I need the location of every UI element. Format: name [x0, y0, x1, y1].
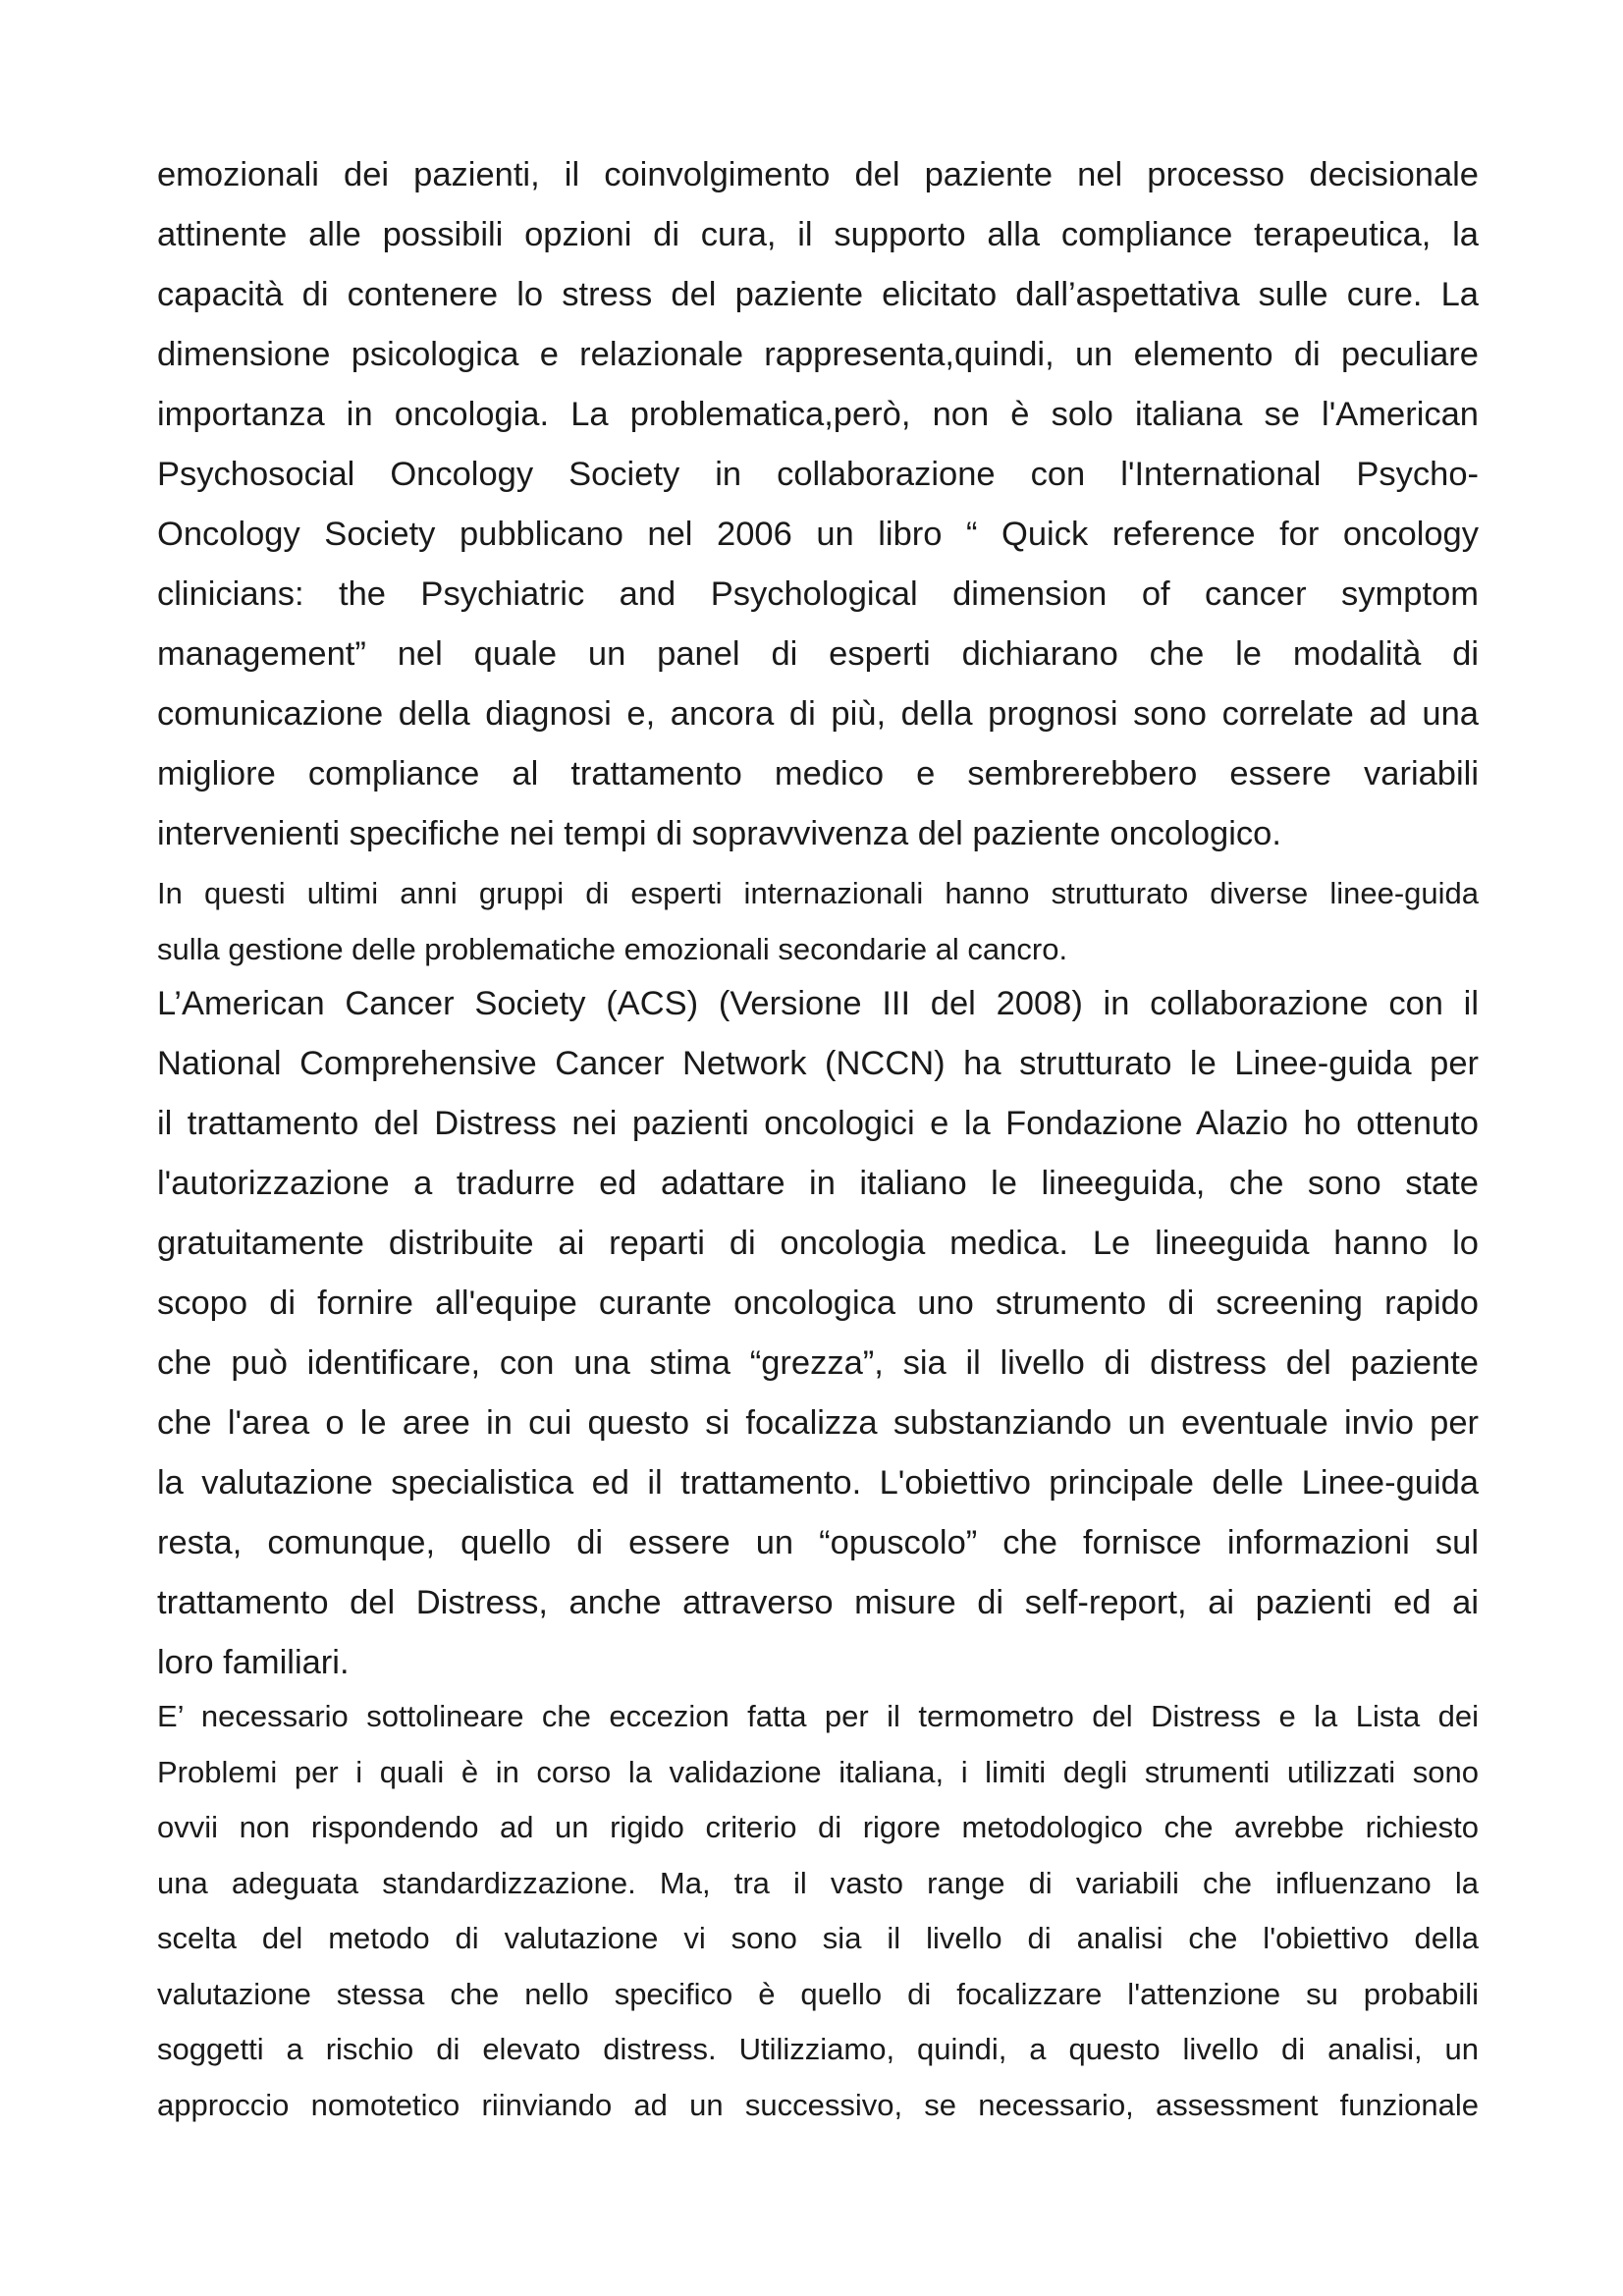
- text-line: In questi ultimi anni gruppi di esperti internazionali hanno strutturato diverse linee-guida: [157, 876, 1479, 910]
- text-line: approccio nomotetico riinviando ad un successivo, se necessario, assessment funzionale: [157, 2087, 1479, 2122]
- paragraph-3: [157, 974, 1479, 1693]
- text-line: ovvii non rispondendo ad un rigido criterio di rigore metodologico che avrebbe richiesto: [157, 1810, 1479, 1844]
- text-line: attinente alle possibili opzioni di cura, il supporto alla compliance terapeutica, la: [157, 216, 1479, 253]
- text-line: trattamento del Distress, anche attraverso misure di self-report, ai pazienti ed ai: [157, 1584, 1479, 1621]
- text-line: scopo di fornire all'equipe curante oncologica uno strumento di screening rapido: [157, 1285, 1479, 1322]
- text-line: scelta del metodo di valutazione vi sono sia il livello di analisi che l'obiettivo della: [157, 1921, 1479, 1955]
- text-line: la valutazione specialistica ed il trattamento. L'obiettivo principale delle Linee-guida: [157, 1464, 1479, 1502]
- text-line: resta, comunque, quello di essere un “opuscolo” che fornisce informazioni sul: [157, 1524, 1479, 1561]
- text-line: sulla gestione delle problematiche emozionali secondarie al cancro.: [157, 931, 1068, 966]
- text-line: clinicians: the Psychiatric and Psychological dimension of cancer symptom: [157, 575, 1479, 613]
- text-line: una adeguata standardizzazione. Ma, tra il vasto range di variabili che influenzano la: [157, 1865, 1479, 1900]
- text-line: management” nel quale un panel di esperti dichiarano che le modalità di: [157, 635, 1479, 673]
- text-line: che l'area o le aree in cui questo si focalizza substanziando un eventuale invio per: [157, 1404, 1479, 1442]
- text-line: il trattamento del Distress nei pazienti oncologici e la Fondazione Alazio ho ottenuto: [157, 1105, 1479, 1142]
- text-line: importanza in oncologia. La problematica,però, non è solo italiana se l'American: [157, 396, 1479, 433]
- paragraph-4: [157, 1689, 1479, 2133]
- text-line: capacità di contenere lo stress del paziente elicitato dall’aspettativa sulle cure. La: [157, 276, 1479, 313]
- text-line: Psychosocial Oncology Society in collaborazione con l'International Psycho-: [157, 456, 1479, 493]
- text-line: Oncology Society pubblicano nel 2006 un libro “ Quick reference for oncology: [157, 516, 1479, 553]
- text-line: L’American Cancer Society (ACS) (Versione III del 2008) in collaborazione con il: [157, 985, 1479, 1022]
- paragraph-2: [157, 866, 1479, 977]
- text-line: migliore compliance al trattamento medico e sembrerebbero essere variabili: [157, 755, 1479, 793]
- text-line: intervenienti specifiche nei tempi di sopravvivenza del paziente oncologico.: [157, 815, 1281, 852]
- text-line: comunicazione della diagnosi e, ancora di più, della prognosi sono correlate ad una: [157, 695, 1479, 733]
- text-line: emozionali dei pazienti, il coinvolgimento del paziente nel processo decisionale: [157, 156, 1479, 193]
- text-line: loro familiari.: [157, 1644, 350, 1681]
- text-line: E’ necessario sottolineare che eccezion fatta per il termometro del Distress e la Lista dei: [157, 1699, 1479, 1733]
- text-line: Problemi per i quali è in corso la validazione italiana, i limiti degli strumenti utilizzati sono: [157, 1754, 1479, 1789]
- text-line: dimensione psicologica e relazionale rappresenta,quindi, un elemento di peculiare: [157, 336, 1479, 373]
- text-line: gratuitamente distribuite ai reparti di oncologia medica. Le lineeguida hanno lo: [157, 1225, 1479, 1262]
- text-line: che può identificare, con una stima “grezza”, sia il livello di distress del paziente: [157, 1344, 1479, 1382]
- text-line: l'autorizzazione a tradurre ed adattare in italiano le lineeguida, che sono state: [157, 1165, 1479, 1202]
- text-line: soggetti a rischio di elevato distress. Utilizziamo, quindi, a questo livello di analisi, un: [157, 2032, 1479, 2066]
- paragraph-1: [157, 145, 1479, 864]
- text-line: valutazione stessa che nello specifico è quello di focalizzare l'attenzione su probabili: [157, 1976, 1479, 2011]
- text-line: National Comprehensive Cancer Network (NCCN) ha strutturato le Linee-guida per: [157, 1045, 1479, 1082]
